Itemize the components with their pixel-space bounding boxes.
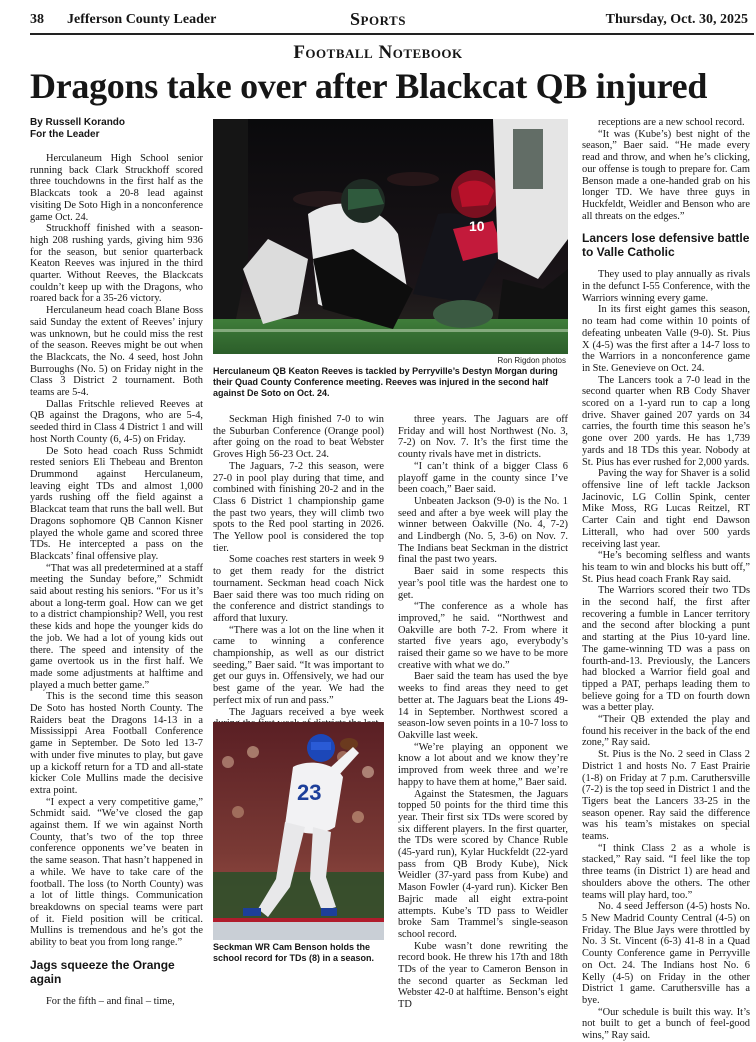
paragraph: De Soto head coach Russ Schmidt rested seniors Eli Thebeau and Brenton Drummond against Herculaneum, leaving eight TDs and almost 1,000 yards rushing off the field against a Blackcat team that runs the ball well. But Dragons sophomore QB Cannon Kisner played the whole game and scored three TDs. He intercepted a pass on the Blackcats’ final offensive play. [30, 445, 203, 562]
paragraph: “Our schedule is built this way. It’s not built to get a bunch of feel-good wins,” Ray said. [582, 1006, 750, 1042]
byline-affiliation: For the Leader [30, 129, 100, 140]
byline [30, 117, 203, 141]
paragraph: Some coaches rest starters in week 9 to get them ready for the district tournament. Seckman head coach Nick Baer said there was too much riding on the conference and district standings to afford that luxury. [213, 554, 384, 624]
paragraph: Paving the way for Shaver is a solid offensive line of left tackle Jackson Jacinovic, LG Collin Spink, center Mike Moss, RG Lucas Reitzel, RT Carter Cain and tight end Dawson Litterall, who had over 500 yards receiving last year. [582, 468, 750, 550]
publication-name: Jefferson County Leader [67, 12, 217, 27]
paragraph: Herculaneum head coach Blane Boss said Sunday the extent of Reeves’ injury was unknown, but he could miss the rest of the season. Reeves might be out when the Blackcats, the No. 4 seed, host John Burroughs (No. 5) on Friday night in the Class 3 District 2 tournament. Both teams are 5-4. [30, 305, 203, 399]
paragraph: They used to play annually as rivals in the defunct I-55 Conference, with the Warriors winning every game. [582, 269, 750, 304]
paragraph: “He’s becoming selfless and wants his team to win and blocks his butt off,” St. Pius head coach Frank Ray said. [582, 550, 750, 585]
subhead-jags: Jags squeeze the Orange again [30, 957, 175, 986]
paragraph: In its first eight games this season, no team had come within 10 points of defeating unbeaten Valle (9-0). St. Pius X (4-5) was the first after a 14-7 loss to the Warriors in a nonconference game in Ste. Genevieve on Oct. 24. [582, 304, 750, 374]
photo-credit: Ron Rigdon photos [497, 356, 566, 365]
byline-author: By Russell Korando [30, 117, 126, 128]
paragraph: “I can’t think of a bigger Class 6 playoff game in the county since I’ve been coach,” Baer said. [398, 460, 568, 496]
paragraph: receptions are a new school record. [598, 117, 745, 128]
paragraph: For the fifth – and final – time, [46, 995, 175, 1007]
paragraph: Kube wasn’t done rewriting the record book. He threw his 17th and 18th TDs of the year to Cameron Benson in the second quarter as Seckman led Webster 42-0 at halftime. Benson’s eight TD [398, 940, 568, 1011]
paragraph: This is the second time this season De Soto has hosted North County. The Raiders beat the Dragons 14-13 in a Mississippi Area Football Conference game in September. De Soto led 13-7 with under five minutes to play, but gave up a kickoff return for a TD and all-state kicker Cole Mullins made the decisive extra point. [30, 691, 203, 796]
paragraph: “The conference as a whole has improved,” he said. “Northwest and Oakville are both 7-2. From where it started five years ago, everybody’s raised their game so we have to be more creative with what we do.” [398, 601, 568, 671]
paragraph: “That was all predetermined at a staff meeting the Sunday before,” Schmidt said about resting his seniors. “For us it’s about a long-term goal. How can we get to a district championship? Well, you rest these kids and hope the younger kids do the job. We had a lot of young kids out there. The speed and intensity of the game overtook us in the first half. We made some adjustments at halftime and played a much better game.” [30, 562, 203, 691]
column-4 [582, 117, 750, 1042]
photo-catch [213, 722, 384, 940]
header-rule [30, 33, 754, 35]
photo-caption-tackle: Herculaneum QB Keaton Reeves is tackled by Perryville’s Destyn Morgan during their Quad County Conference meeting. Reeves was injured in the second half against De Soto on Oct. 24. [213, 366, 558, 398]
tackle-photo-art [213, 119, 568, 354]
paragraph: “Their QB extended the play and found his receiver in the back of the end zone,” Ray said. [582, 714, 750, 749]
column-1 [30, 117, 203, 1007]
photo-caption-catch: Seckman WR Cam Benson holds the school record for TDs (8) in a season. [213, 942, 375, 963]
column-3 [398, 414, 568, 1011]
paragraph: The Jaguars received a bye week [229, 706, 384, 718]
subhead-lancers: Lancers lose defensive battle to Valle Catholic [582, 231, 750, 260]
paragraph: Herculaneum High School senior running back Clark Struckhoff scored three touchdowns in the first half as the Blackcats took a 20-8 lead against visiting De Soto High in a nonconference game Oct. 24. [30, 153, 203, 223]
paragraph: “It was (Kube’s) best night of the season,” Baer said. “He made every read and throw, and when he’s clicking, our offense is tough to prepare for. Cam Benson made a one-handed grab on his longer TD. We have three guys in Huckfeldt, Weidler and Benson who are all threats on the edges.” [582, 128, 750, 222]
paragraph: Baer said in some respects this year’s pool title was the hardest one to get. [398, 566, 568, 601]
paragraph: The Warriors scored their two TDs in the second half, the first after recovering a fumble in Lancer territory and the second after blocking a punt and starting at the Pius 10-yard line. The game-winning TD was a pass on fourth-and-13. Previously, the Lancers had blocked a Warrior field goal and tipped a PAT, perhaps leading them to believe going for a TD on fourth down was a better play. [582, 585, 750, 714]
paragraph: Dallas Fritschle relieved Reeves at QB against the Dragons, who are 5-4, seeded third in Class 4 District 1 and will host North County (6, 4-5) on Friday. [30, 398, 203, 445]
paragraph: The Lancers took a 7-0 lead in the second quarter when RB Cody Shaver scored on a 1-yard run to cap a long drive. Shaver gained 207 yards on 34 carries, the fourth time this season he’s gone over 200 yards. He has 1,739 yards and 18 TDs this year. Nobody at St. Pius has ever rushed for 2,000 yards. [582, 374, 750, 468]
paragraph: “I expect a very competitive game,” Schmidt said. “We’ve closed the gap against them. If we win against North County, that’s two of the top three conference opponents we’ve beaten in the same season. That hasn’t happened in a while. We have to take care of the football. The loss (to North County) was a lot of little things. Communication breakdowns on special teams were part of it. Field position will be critical. Mullins is tremendous and he’s got the ability to beat you from long range.” [30, 796, 203, 949]
paragraph: Against the Statesmen, the Jaguars topped 50 points for the third time this year. Their first six TDs were scored by six different players. In the first quarter, the TDs were scored by Chance Ruble (45-yard run), Kylar Huckfeldt (22-yard pass from QB Brody Kube), Nick Weidler (37-yard pass from Kube) and Mason Fowler (4-yard run). Kicker Ben Bajric made all eight extra-point attempts. Kube’s TD pass to Weidler broke Sam Trammel’s single-season school record. [398, 788, 568, 940]
paragraph: three years. The Jaguars are off Friday and will host Northwest (No. 3, 7-2) on Nov. 7. It’s the first time the county rivals have met in districts. [398, 414, 568, 461]
paragraph: Seckman High finished 7-0 to win the Suburban Conference (Orange pool) after going on the road to beat Webster Groves High 56-23 Oct. 24. [213, 414, 384, 461]
paragraph: “We’re playing an opponent we know a lot about and we know they’re improved from week three and we’re happy to have them at home,” Baer said. [398, 741, 568, 788]
paragraph: “I think Class 2 as a whole is stacked,” Ray said. “I feel like the top three teams (in District 1) are head and shoulders above the others. The other teams will play hard, too.” [582, 842, 750, 901]
section-title: Sports [350, 9, 406, 29]
paragraph: “There was a lot on the line when it came to winning a conference championship, as well as our district seeding,” Baer said. “It was important to get our guys in. Offensively, we had our best game of the year. We had the perfect mix of run and pass.” [213, 624, 384, 706]
paragraph: The Jaguars, 7-2 this season, were 27-0 in pool play during that time, and combined with finishing 20-2 and in the Class 6 District 1 championship game the past two years, they will climb two spots to the Red pool starting in 2026. The Yellow pool is considered the top tier. [213, 460, 384, 554]
photo-tackle [213, 119, 568, 354]
svg-text:10: 10 [469, 218, 485, 234]
svg-text:23: 23 [297, 780, 322, 805]
paragraph: St. Pius is the No. 2 seed in Class 2 District 1 and hosts No. 7 East Prairie (1-8) on Friday at 7 p.m. Caruthersville (7-2) is the top seed in District 1 and the Tigers beat the Lancers 33-25 in the season opener. Ray said the difference was his team’s mistakes on special teams. [582, 749, 750, 843]
paragraph: Struckhoff finished with a season-high 208 rushing yards, giving him 936 for the season, but senior quarterback Keaton Reeves was injured in the third quarter. Without Reeves, the Blackcats couldn’t keep up with the Dragons, who roared back for a 35-26 victory. [30, 223, 203, 305]
page-header [0, 0, 756, 38]
page-number: 38 [30, 12, 44, 27]
column-2 [213, 414, 384, 718]
paragraph: No. 4 seed Jefferson (4-5) hosts No. 5 New Madrid County Central (4-5) on Friday. The Blue Jays were throttled by No. 3 St. Vincent (6-3) 41-8 in a Quad County Conference game in Perryville on Oct. 24. The Indians host No. 6 Kelly (4-5) on Friday in the other District 1 game. Caruthersville has a bye. [582, 901, 750, 1006]
catch-photo-art [213, 722, 384, 940]
paragraph: Baer said the team has used the bye weeks to find areas they need to get better at. The Jaguars beat the Lions 49-14 in September. Northwest scored a season-low seven points in a 10-7 loss to Oakville last week. [398, 671, 568, 741]
issue-date: Thursday, Oct. 30, 2025 [605, 12, 748, 27]
headline: Dragons take over after Blackcat QB injured [30, 66, 708, 106]
kicker: Football Notebook [293, 42, 463, 63]
paragraph: Unbeaten Jackson (9-0) is the No. 1 seed and after a bye week will play the winner between Oakville (No. 4, 7-2) and Lindbergh (No. 5, 3-6) on Nov. 7. The Indians beat Seckman in the district final the past two years. [398, 495, 568, 566]
